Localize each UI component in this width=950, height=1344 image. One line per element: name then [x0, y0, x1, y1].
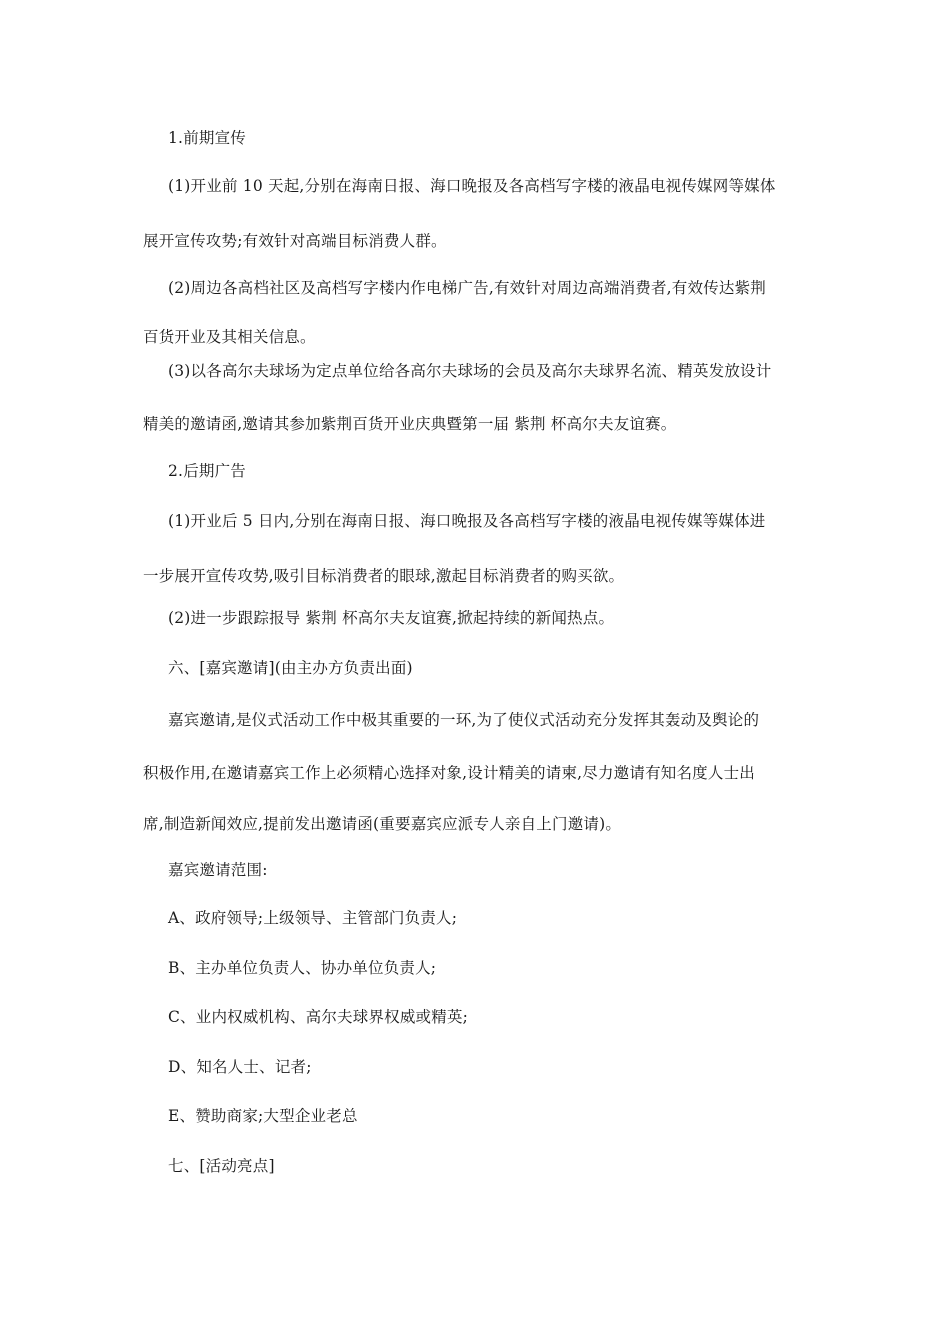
paragraph-line: (2)进一步跟踪报导 紫荆 杯高尔夫友谊赛,掀起持续的新闻热点。 [168, 609, 615, 627]
list-heading-guest-scope: 嘉宾邀请范围: [168, 861, 268, 879]
list-item: C、业内权威机构、高尔夫球界权威或精英; [168, 1008, 469, 1026]
paragraph-line: (1)开业后 5 日内,分别在海南日报、海口晚报及各高档写字楼的液晶电视传媒等媒体进 [168, 512, 766, 530]
section-heading-event-highlights: 七、[活动亮点] [168, 1157, 275, 1175]
paragraph-line: 展开宣传攻势;有效针对高端目标消费人群。 [143, 232, 447, 250]
paragraph-line: 积极作用,在邀请嘉宾工作上必须精心选择对象,设计精美的请柬,尽力邀请有知名度人士出 [143, 764, 755, 782]
paragraph-line: (3)以各高尔夫球场为定点单位给各高尔夫球场的会员及高尔夫球界名流、精英发放设计 [168, 362, 772, 380]
list-item: D、知名人士、记者; [168, 1058, 312, 1076]
section-heading-pre-publicity: 1.前期宣传 [168, 129, 246, 147]
paragraph-line: 席,制造新闻效应,提前发出邀请函(重要嘉宾应派专人亲自上门邀请)。 [143, 815, 622, 833]
paragraph-line: 精美的邀请函,邀请其参加紫荆百货开业庆典暨第一届 紫荆 杯高尔夫友谊赛。 [143, 415, 677, 433]
paragraph-line: 嘉宾邀请,是仪式活动工作中极其重要的一环,为了使仪式活动充分发挥其轰动及舆论的 [168, 711, 760, 729]
section-heading-post-advertising: 2.后期广告 [168, 462, 246, 480]
paragraph-line: 一步展开宣传攻势,吸引目标消费者的眼球,激起目标消费者的购买欲。 [143, 567, 625, 585]
section-heading-guest-invitation: 六、[嘉宾邀请](由主办方负责出面) [168, 659, 413, 677]
paragraph-line: (1)开业前 10 天起,分别在海南日报、海口晚报及各高档写字楼的液晶电视传媒网等媒体 [168, 177, 776, 195]
paragraph-line: 百货开业及其相关信息。 [143, 328, 316, 346]
paragraph-line: (2)周边各高档社区及高档写字楼内作电梯广告,有效针对周边高端消费者,有效传达紫荆 [168, 279, 767, 297]
list-item: E、赞助商家;大型企业老总 [168, 1107, 358, 1125]
list-item: A、政府领导;上级领导、主管部门负责人; [168, 909, 458, 927]
list-item: B、主办单位负责人、协办单位负责人; [168, 959, 437, 977]
